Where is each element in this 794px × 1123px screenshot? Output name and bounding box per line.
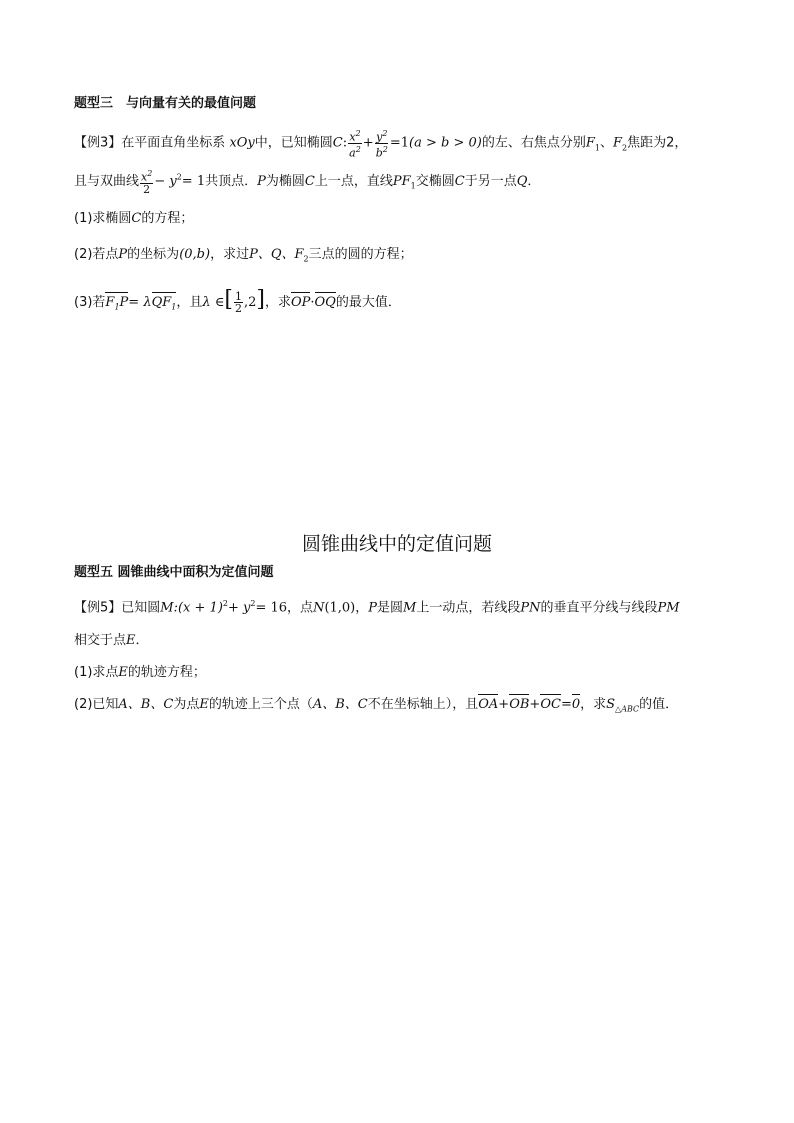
- section-title: 题型三 与向量有关的最值问题: [74, 96, 257, 111]
- equals-one: =1: [389, 135, 410, 151]
- period: ．: [527, 173, 541, 189]
- example-5-line-2: [74, 632, 724, 650]
- text: 的轨迹上三个点（: [208, 697, 313, 712]
- circle-m: M: [160, 600, 174, 616]
- fraction-y2-b2: $\frac{y^2}{b^2}$: [375, 129, 388, 160]
- circle-equation-part: :(x + 1): [173, 600, 223, 616]
- text: (2)若点: [74, 247, 119, 262]
- point-q: Q: [516, 173, 528, 189]
- condition: (a > b > 0): [409, 135, 482, 151]
- text: 共顶点．: [205, 173, 258, 189]
- segment-pm: PM: [657, 600, 680, 616]
- ellipse-name: C: [332, 135, 343, 151]
- area-symbol: S: [606, 697, 616, 712]
- point-coordinates: (1,0): [324, 600, 356, 616]
- text: 且与双曲线: [74, 173, 140, 189]
- point-e: E: [199, 697, 209, 712]
- text: (3)若: [74, 295, 106, 310]
- text: 焦距为2，: [627, 135, 688, 151]
- fraction-x2-a2: $\frac{x^2}{a^2}$: [349, 129, 361, 160]
- focus-f1: F: [585, 135, 595, 151]
- text: 的垂直平分线与线段: [540, 600, 658, 616]
- text: (2)已知: [74, 697, 119, 712]
- text: ，点: [287, 600, 314, 616]
- separator: 、: [599, 135, 613, 151]
- example-label: 【例5】: [74, 600, 122, 616]
- text: 三点的圆的方程；: [308, 247, 413, 262]
- example-label: 【例3】: [74, 135, 122, 151]
- text: 的最大值．: [335, 295, 401, 310]
- text: ，求: [264, 295, 291, 310]
- example-3-line-1: 【例3】在平面直角坐标系 xOy中，已知椭圆C: $\frac{x^2}{a^2}$ + $\frac{y^2}{b^2}$ =1(a > b > 0)的左、右焦点分别$F_1$、$F_2$焦距为2，: [74, 129, 688, 160]
- equals-lambda: = λ: [128, 295, 152, 310]
- text: 在平面直角坐标系: [121, 135, 226, 151]
- question-3: (3)若$F_1P= \lambda QF_1$，且λ ∈[ $\frac{1}{2}$ ,2]，求OP·OQ的最大值．: [74, 287, 401, 315]
- text: 的轨迹方程；: [127, 665, 206, 680]
- text: (1)求点: [74, 665, 119, 680]
- text: (1)求椭圆: [74, 211, 132, 226]
- text: 交椭圆: [415, 173, 455, 189]
- example-5-line-1: 【例5】已知圆M:(x + $1)^2+ y^2= 16$，点N(1,0)，P是圆M上一动点，若线段PN的垂直平分线与线段PM: [74, 599, 680, 616]
- text: 中，已知椭圆: [254, 135, 333, 151]
- text: 相交于点: [74, 633, 127, 648]
- text: 的值．: [639, 697, 679, 712]
- example-5-question-2: (2)已知A、B、C为点E的轨迹上三个点（A、B、C不在坐标轴上），且OA+OB+OC=0，求$S_{\triangle ABC}$的值．: [74, 697, 679, 714]
- section-heading: 圆锥曲线中的定值问题: [301, 533, 492, 555]
- circle-equation-part: = 16: [255, 600, 288, 616]
- example-5-question-1: [74, 664, 724, 682]
- point-p: P: [368, 600, 378, 616]
- vector-oc: OC: [540, 697, 561, 712]
- point-coordinates: (0,b): [179, 247, 211, 262]
- text: 上一点，直线: [314, 173, 393, 189]
- question-2: (2)若点P的坐标为(0,b)，求过P、Q、$F_2$三点的圆的方程；: [74, 247, 413, 264]
- point-e: E: [126, 633, 136, 648]
- focus-f2: F: [612, 135, 623, 151]
- text: 是圆: [377, 600, 404, 616]
- vector-op: OP: [290, 295, 311, 310]
- text: ，求: [580, 697, 607, 712]
- ellipse-name: C: [131, 211, 142, 226]
- circle-m: M: [403, 600, 417, 616]
- point-p: P: [118, 247, 128, 262]
- text: ，求过: [210, 247, 250, 262]
- line-pf1: PF: [392, 173, 411, 189]
- question-1: [74, 210, 724, 228]
- text: ，且: [176, 295, 203, 310]
- point-e: E: [118, 665, 128, 680]
- points-abc: A、B、C: [312, 697, 368, 712]
- text: 的方程；: [141, 211, 194, 226]
- lambda-in: λ ∈: [202, 295, 225, 310]
- fraction-x2-2: $\frac{x^2}{2}$: [141, 169, 153, 196]
- example-3-line-2: 且与双曲线 $\frac{x^2}{2}$ − $y^2= 1$共顶点．P为椭圆C上一点，直线$PF_1$交椭圆C于另一点Q．: [74, 169, 541, 196]
- circle-equation-part: + y: [228, 600, 251, 616]
- vector-ob: OB: [509, 697, 530, 712]
- points-abc: A、B、C: [118, 697, 174, 712]
- text: 的坐标为: [127, 247, 180, 262]
- hyperbola-term: − y: [154, 173, 177, 189]
- area-subscript: △ABC: [615, 704, 640, 714]
- equals: = 1: [181, 173, 206, 189]
- text: 的左、右焦点分别: [481, 135, 586, 151]
- period: ．: [135, 633, 149, 648]
- point-n: N: [313, 600, 325, 616]
- zero-vector: 0: [571, 697, 581, 712]
- colon: :: [342, 135, 348, 151]
- text: 为点: [173, 697, 200, 712]
- section-title: 题型五 圆锥曲线中面积为定值问题: [74, 565, 274, 580]
- right-bracket: ]: [256, 287, 265, 312]
- text: 不在坐标轴上），且: [367, 697, 479, 712]
- ellipse-name: C: [454, 173, 465, 189]
- vector-qf1: $QF_1$: [152, 294, 177, 317]
- fraction-half: $\frac{1}{2}$: [234, 290, 242, 315]
- point-p: P: [257, 173, 266, 189]
- ellipse-name: C: [304, 173, 315, 189]
- segment-pn: PN: [520, 600, 541, 616]
- vector-f1p: $F_1P$: [105, 294, 128, 317]
- left-bracket: [: [224, 287, 233, 312]
- vector-oa: OA: [478, 697, 499, 712]
- text: 已知圆: [121, 600, 161, 616]
- coord-system: xOy: [229, 135, 255, 151]
- text: 为椭圆: [265, 173, 305, 189]
- text: 上一动点，若线段: [416, 600, 521, 616]
- point-list: P、Q、F: [249, 247, 304, 262]
- text: 于另一点: [464, 173, 517, 189]
- text: ，: [355, 600, 369, 616]
- vector-oq: OQ: [314, 295, 336, 310]
